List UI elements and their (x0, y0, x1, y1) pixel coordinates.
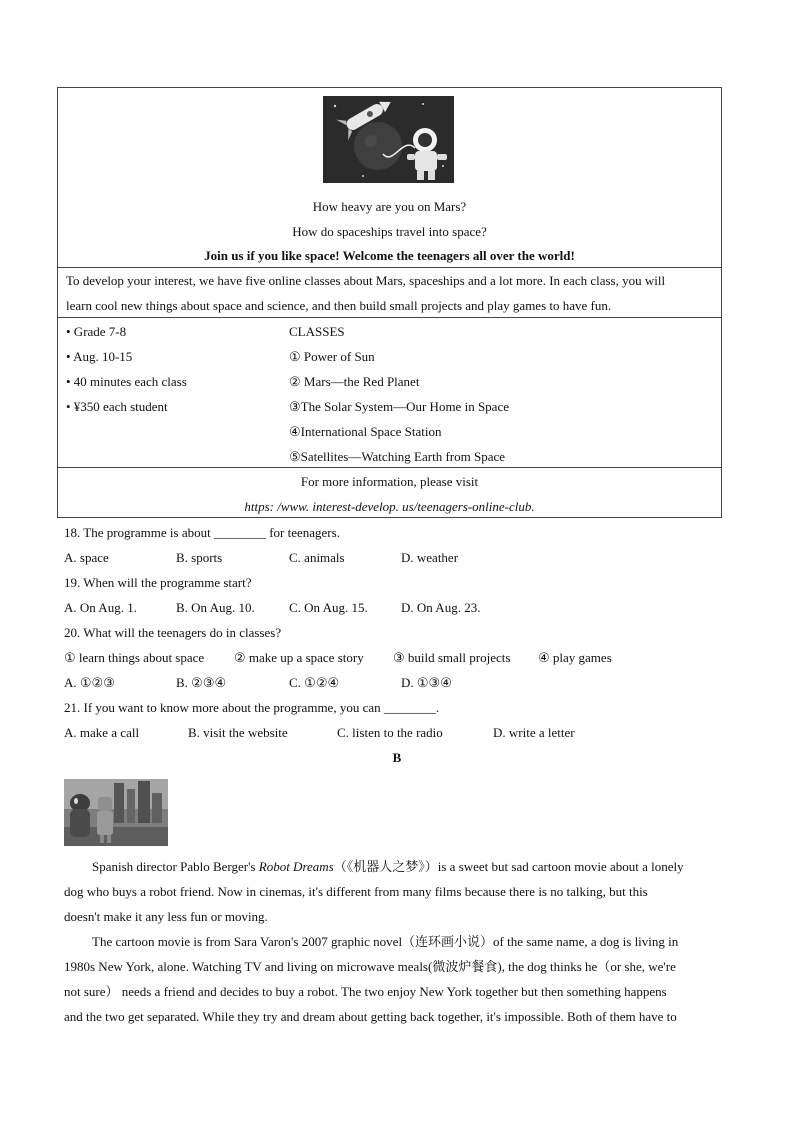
question-18-option-b[interactable]: B. sports (176, 550, 223, 565)
question-18-option-a[interactable]: A. space (64, 550, 109, 565)
class-item: ⑤Satellites—Watching Earth from Space (289, 449, 506, 464)
question-21-option-b[interactable]: B. visit the website (188, 725, 288, 740)
class-item: ③The Solar System—Our Home in Space (289, 399, 509, 414)
question-20-option-a[interactable]: A. ①②③ (64, 675, 115, 690)
question-19-option-a[interactable]: A. On Aug. 1. (64, 600, 137, 615)
passage-line: not sure） needs a friend and decides to buy a robot. The two enjoy New York together but then something happens (64, 984, 667, 999)
class-item: ② Mars—the Red Planet (289, 374, 420, 389)
question-20-choice: ④ play games (538, 650, 612, 665)
question-18-option-c[interactable]: C. animals (289, 550, 345, 565)
question-20-choice: ② make up a space story (234, 650, 364, 665)
question-21-option-d[interactable]: D. write a letter (493, 725, 575, 740)
ad-question-mars: How heavy are you on Mars? (312, 199, 467, 214)
question-18-stem: 18. The programme is about ________ for teenagers. (64, 525, 340, 540)
ad-intro (58, 268, 721, 318)
more-info-text: For more information, please visit (300, 474, 479, 489)
class-item: ④International Space Station (289, 424, 442, 439)
ad-details (58, 318, 721, 468)
passage-paragraph-1 (64, 854, 732, 929)
robot-dreams-image (64, 779, 168, 846)
question-20-option-b[interactable]: B. ②③④ (176, 675, 227, 690)
question-20-option-d[interactable]: D. ①③④ (401, 675, 452, 690)
detail-price: • ¥350 each student (66, 399, 168, 414)
ad-intro-line: learn cool new things about space and science, and then build small projects and play games to have fun. (66, 298, 612, 313)
passage-paragraph-2 (64, 929, 732, 1029)
question-19-option-b[interactable]: B. On Aug. 10. (176, 600, 255, 615)
passage-line: 1980s New York, alone. Watching TV and living on microwave meals(微波炉餐食), the dog thinks he（or she, we're (64, 959, 676, 974)
passage-line: The cartoon movie is from Sara Varon's 2007 graphic novel（连环画小说）of the same name, a dog is living in (92, 934, 679, 949)
ad-more-info (58, 468, 721, 519)
question-20-choice: ① learn things about space (64, 650, 205, 665)
detail-dates: • Aug. 10-15 (66, 349, 133, 364)
question-19-option-d[interactable]: D. On Aug. 23. (401, 600, 481, 615)
detail-grade: • Grade 7-8 (66, 324, 127, 339)
question-19-stem: 19. When will the programme start? (64, 575, 252, 590)
question-21-stem: 21. If you want to know more about the programme, you can ________. (64, 700, 440, 715)
passage-line: dog who buys a robot friend. Now in cinemas, it's different from many films because there is no talking, but this (64, 884, 648, 899)
movie-title: Robot Dreams (258, 859, 334, 874)
question-18-option-d[interactable]: D. weather (401, 550, 459, 565)
question-20-option-c[interactable]: C. ①②④ (289, 675, 340, 690)
astronaut-image (323, 96, 454, 183)
question-21-option-a[interactable]: A. make a call (64, 725, 140, 740)
question-19-option-c[interactable]: C. On Aug. 15. (289, 600, 368, 615)
question-20-choice: ③ build small projects (393, 650, 511, 665)
detail-duration: • 40 minutes each class (66, 374, 187, 389)
space-club-ad (57, 87, 722, 518)
question-20-stem: 20. What will the teenagers do in classes? (64, 625, 282, 640)
passage-line: and the two get separated. While they try and dream about getting back together, it's impossible. Both of them have to (64, 1009, 677, 1024)
website-link[interactable]: https: /www. interest-develop. us/teenagers-online-club. (244, 499, 535, 514)
ad-slogan: Join us if you like space! Welcome the teenagers all over the world! (204, 248, 575, 263)
ad-intro-line: To develop your interest, we have five online classes about Mars, spaceships and a lot more. In each class, you will (66, 273, 666, 288)
class-item: ① Power of Sun (289, 349, 375, 364)
ad-header (58, 88, 721, 268)
section-b-heading: B (392, 750, 402, 765)
passage-line: Spanish director Pablo Berger's Robot Dreams（《机器人之梦》）is a sweet but sad cartoon movie about a lonely (92, 859, 684, 874)
question-21-option-c[interactable]: C. listen to the radio (337, 725, 443, 740)
ad-question-spaceships: How do spaceships travel into space? (292, 224, 487, 239)
passage-line: doesn't make it any less fun or moving. (64, 909, 268, 924)
classes-title: CLASSES (289, 324, 345, 339)
